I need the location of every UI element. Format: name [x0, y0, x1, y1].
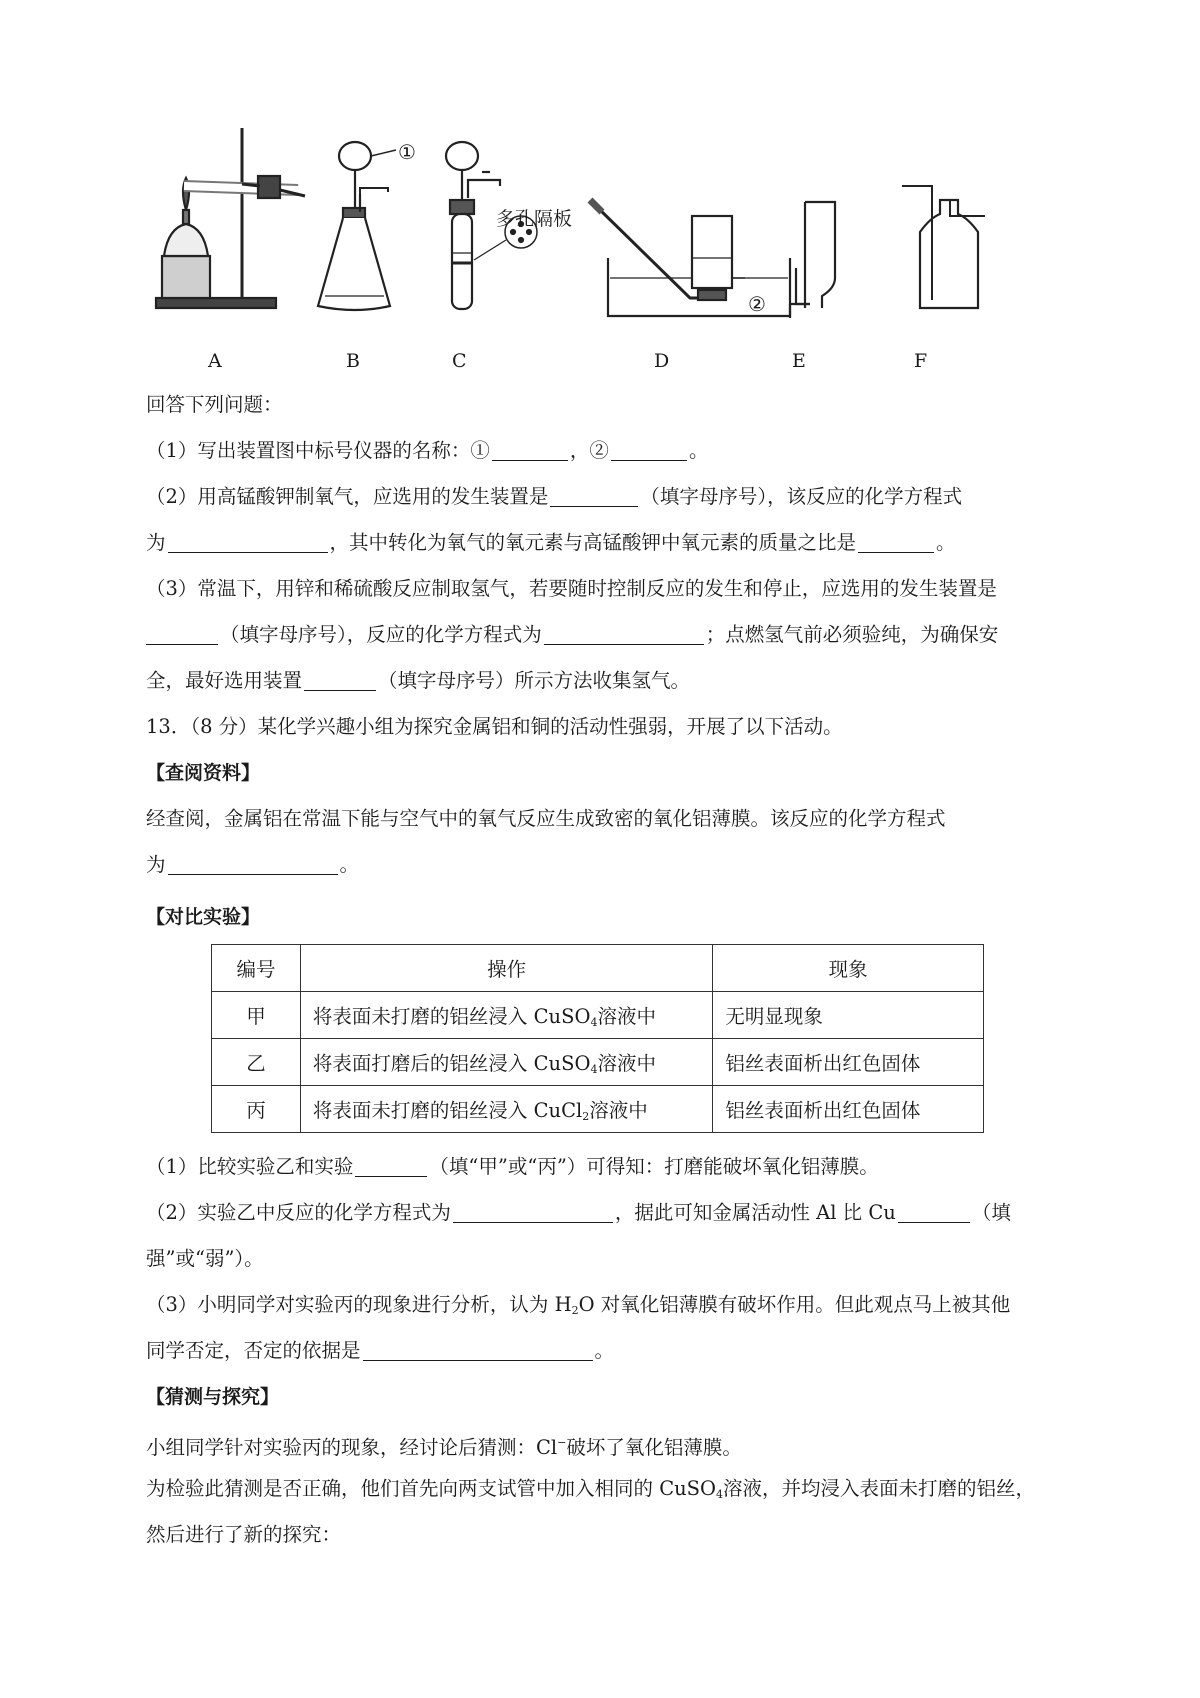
c2-text-b: ，据此可知金属活动性 Al 比 Cu — [614, 1201, 896, 1224]
table-cell-num: 乙 — [212, 1039, 301, 1086]
compare-q1 — [146, 1152, 1076, 1182]
lookup-text-2a: 为 — [146, 853, 166, 876]
compare-q3-line-1 — [146, 1290, 1076, 1326]
guess-text-1b: 破坏了氧化铝薄膜。 — [566, 1436, 742, 1459]
answer-blank[interactable] — [146, 622, 218, 645]
question-2-line-1 — [146, 482, 1076, 512]
section-compare-text: 【对比实验】 — [146, 906, 261, 928]
answer-blank[interactable] — [363, 1338, 593, 1361]
q3-text-2b: ；点燃氢气前必须验纯，为确保安 — [705, 623, 999, 646]
lookup-line-2 — [146, 850, 1076, 880]
section-compare-heading — [146, 902, 1076, 932]
table-cell-op — [300, 1086, 712, 1133]
op-text: 将表面未打磨的铝丝浸入 CuSO — [312, 1005, 591, 1028]
answer-blank[interactable] — [611, 438, 687, 461]
lookup-text-2b: 。 — [339, 853, 360, 876]
guess-line-3 — [146, 1520, 1076, 1550]
answer-blank[interactable] — [492, 438, 568, 461]
guess-line-1 — [146, 1428, 1076, 1463]
op-text: 溶液中 — [589, 1099, 648, 1122]
c3-text-a: （3）小明同学对实验丙的现象进行分析，认为 H — [146, 1293, 572, 1316]
op-subscript: 2 — [582, 1110, 590, 1123]
op-text: 溶液中 — [597, 1052, 656, 1075]
question-3-line-1 — [146, 574, 1076, 604]
answer-blank[interactable] — [304, 668, 376, 691]
op-text: 溶液中 — [597, 1005, 656, 1028]
lookup-line-1 — [146, 804, 1076, 834]
op-text: 将表面未打磨的铝丝浸入 CuCl — [312, 1099, 583, 1122]
compare-q2-line-1 — [146, 1198, 1076, 1228]
question-1 — [146, 436, 1076, 466]
q3-text-2a: （填字母序号），反应的化学方程式为 — [220, 623, 542, 646]
q2-text-2c: 。 — [936, 531, 956, 554]
table-cell-op — [300, 1039, 712, 1086]
c2-text-d: 强”或“弱”）。 — [146, 1247, 264, 1270]
question-2-line-2 — [146, 528, 1076, 558]
question-3-line-2 — [146, 620, 1076, 650]
question-13 — [146, 712, 1076, 742]
intro-text: 回答下列问题： — [146, 393, 283, 416]
q1-text: （1）写出装置图中标号仪器的名称：① — [146, 439, 490, 462]
guess-superscript: − — [557, 1436, 567, 1449]
guess-text-1a: 小组同学针对实验丙的现象，经讨论后猜测：Cl — [146, 1436, 558, 1459]
table-cell-phen: 铝丝表面析出红色固体 — [713, 1039, 984, 1086]
section-guess-heading — [146, 1382, 1076, 1412]
q3-text-3a: 全，最好选用装置 — [146, 669, 303, 692]
c3-subscript: 2 — [571, 1304, 579, 1317]
intro-line — [146, 390, 1076, 420]
q2-text-2a: 为 — [146, 531, 166, 554]
experiment-table — [211, 944, 984, 1133]
c3-text-b: O 对氧化铝薄膜有破坏作用。但此观点马上被其他 — [578, 1293, 1011, 1316]
guess-subscript: 4 — [716, 1488, 724, 1501]
guess-text-2b: 溶液，并均浸入表面未打磨的铝丝， — [723, 1477, 1036, 1500]
answer-blank[interactable] — [544, 622, 704, 645]
c1-text-a: （1）比较实验乙和实验 — [146, 1155, 354, 1178]
answer-blank[interactable] — [858, 530, 934, 553]
apparatus-label-b: B — [346, 350, 360, 372]
apparatus-e — [790, 202, 835, 318]
guess-text-3: 然后进行了新的探究： — [146, 1523, 342, 1546]
apparatus-f — [902, 186, 985, 308]
marker-1-label: ① — [398, 140, 416, 164]
table-cell-phen: 铝丝表面析出红色固体 — [713, 1086, 984, 1133]
table-header: 现象 — [713, 945, 984, 992]
c1-text-b: （填“甲”或“丙”）可得知：打磨能破坏氧化铝薄膜。 — [429, 1155, 879, 1178]
lookup-text-1: 经查阅，金属铝在常温下能与空气中的氧气反应生成致密的氧化铝薄膜。该反应的化学方程式 — [146, 807, 946, 830]
question-3-line-3 — [146, 666, 1076, 696]
op-subscript: 4 — [590, 1016, 598, 1029]
apparatus-label-c: C — [452, 350, 467, 372]
answer-blank[interactable] — [168, 852, 338, 875]
apparatus-diagram — [150, 128, 1050, 378]
table-header: 编号 — [212, 945, 301, 992]
compare-q3-line-2 — [146, 1336, 1076, 1366]
answer-blank[interactable] — [355, 1154, 427, 1177]
guess-line-2 — [146, 1474, 1076, 1510]
answer-blank[interactable] — [453, 1200, 613, 1223]
table-row — [212, 1039, 984, 1086]
apparatus-b — [318, 142, 396, 310]
section-lookup-heading — [146, 758, 1076, 788]
table-row — [212, 992, 984, 1039]
table-cell-num: 丙 — [212, 1086, 301, 1133]
apparatus-label-e: E — [792, 350, 806, 372]
q13-text: 13．（8 分）某化学兴趣小组为探究金属铝和铜的活动性强弱，开展了以下活动。 — [146, 715, 843, 738]
table-row — [212, 1086, 984, 1133]
table-header-row — [212, 945, 984, 992]
op-text: 将表面打磨后的铝丝浸入 CuSO — [312, 1052, 591, 1075]
q3-text-1: （3）常温下，用锌和稀硫酸反应制取氢气，若要随时控制反应的发生和停止，应选用的发生装置是 — [146, 577, 997, 600]
apparatus-a — [156, 128, 305, 308]
c3-text-2a: 同学否定，否定的依据是 — [146, 1339, 361, 1362]
q1-end: 。 — [688, 439, 709, 462]
answer-blank[interactable] — [898, 1200, 970, 1223]
apparatus-label-a: A — [208, 350, 222, 372]
guess-text-2a: 为检验此猜测是否正确，他们首先向两支试管中加入相同的 CuSO — [146, 1477, 717, 1500]
op-subscript: 4 — [590, 1063, 598, 1076]
section-lookup-text: 【查阅资料】 — [146, 762, 261, 784]
q2-text-1a: （2）用高锰酸钾制氧气，应选用的发生装置是 — [146, 485, 549, 508]
compare-q2-line-2 — [146, 1244, 1076, 1274]
apparatus-label-d: D — [654, 350, 670, 372]
marker-2-label: ② — [748, 292, 766, 316]
table-cell-num: 甲 — [212, 992, 301, 1039]
table-header: 操作 — [300, 945, 712, 992]
section-guess-text: 【猜测与探究】 — [146, 1386, 280, 1408]
apparatus-figure — [150, 128, 1050, 378]
table-cell-phen: 无明显现象 — [713, 992, 984, 1039]
answer-blank[interactable] — [168, 530, 328, 553]
q2-text-2b: ，其中转化为氧气的氧元素与高锰酸钾中氧元素的质量之比是 — [329, 531, 857, 554]
q1-sep: ，② — [569, 439, 609, 462]
q2-text-1b: （填字母序号），该反应的化学方程式 — [640, 485, 963, 508]
partition-label: 多孔隔板 — [496, 208, 573, 230]
q3-text-3b: （填字母序号）所示方法收集氢气。 — [378, 669, 691, 692]
c2-text-c: （填 — [971, 1201, 1011, 1224]
apparatus-label-f: F — [914, 350, 928, 372]
answer-blank[interactable] — [550, 484, 638, 507]
c2-text-a: （2）实验乙中反应的化学方程式为 — [146, 1201, 451, 1224]
c3-text-2b: 。 — [594, 1339, 615, 1362]
table-cell-op — [300, 992, 712, 1039]
